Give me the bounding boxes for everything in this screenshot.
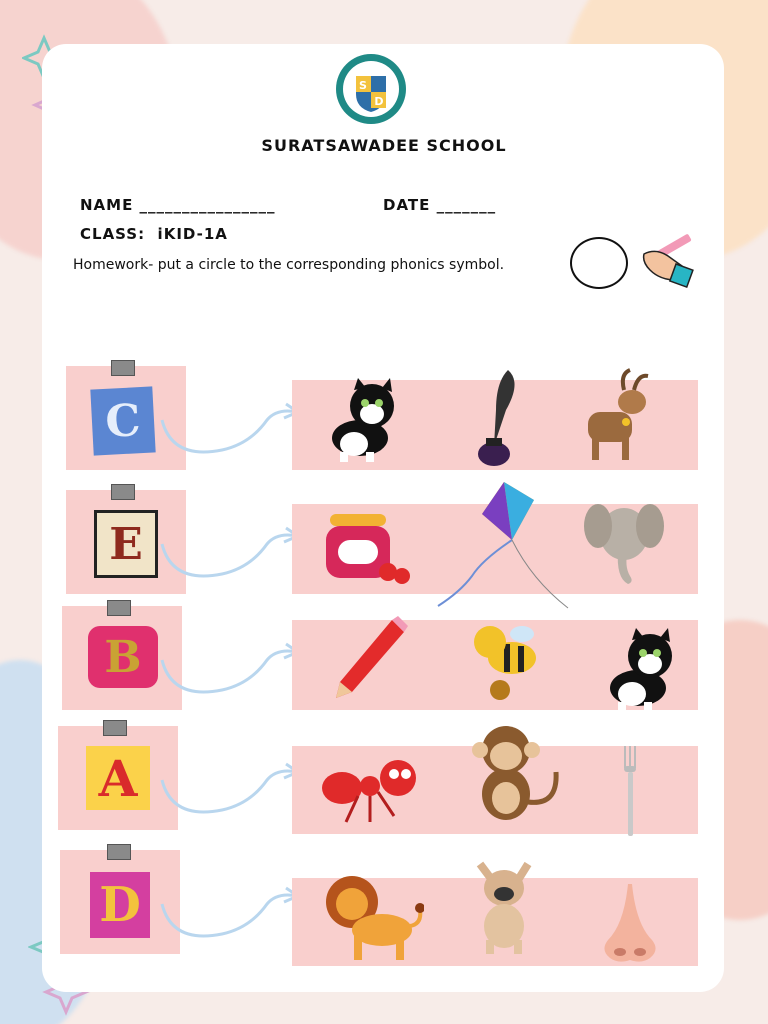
jam-jar-icon (322, 510, 412, 588)
school-name: SURATSAWADEE SCHOOL (261, 136, 507, 155)
letter-tile: B (88, 626, 158, 688)
arrow-icon (158, 524, 303, 584)
letter-tile: A (86, 746, 150, 810)
fork-icon (622, 744, 642, 840)
class-field: CLASS: iKID-1A (80, 225, 228, 243)
arrow-icon (158, 640, 303, 700)
pencil-icon (330, 614, 410, 706)
inkwell-quill-icon (470, 368, 526, 468)
goat-icon (578, 368, 654, 464)
letter-tile: C (90, 386, 155, 455)
binder-clip-icon (111, 484, 135, 500)
name-field: NAME ________________ (80, 196, 276, 214)
school-logo (334, 52, 408, 126)
arrow-icon (158, 884, 303, 944)
elephant-icon (584, 494, 666, 586)
lion-icon (324, 872, 424, 964)
bee-icon (460, 610, 542, 706)
date-field: DATE _______ (383, 196, 497, 214)
cat-icon (326, 376, 402, 464)
binder-clip-icon (103, 720, 127, 736)
letter-tile: D (90, 872, 150, 938)
nose-icon (600, 882, 664, 968)
hand-pencil-icon (624, 230, 700, 292)
dog-icon (470, 860, 540, 956)
letter-tile: E (94, 510, 158, 578)
logo-letter-s: S (359, 79, 367, 92)
monkey-icon (466, 720, 562, 826)
cat-icon (604, 626, 680, 714)
instruction-text: Homework- put a circle to the corresponding phonics symbol. (73, 257, 505, 273)
kite-icon (432, 476, 572, 612)
binder-clip-icon (107, 600, 131, 616)
arrow-icon (158, 760, 303, 820)
binder-clip-icon (107, 844, 131, 860)
example-circle (570, 237, 628, 289)
ant-icon (318, 740, 430, 826)
binder-clip-icon (111, 360, 135, 376)
arrow-icon (158, 400, 303, 460)
logo-letter-d: D (374, 95, 384, 108)
